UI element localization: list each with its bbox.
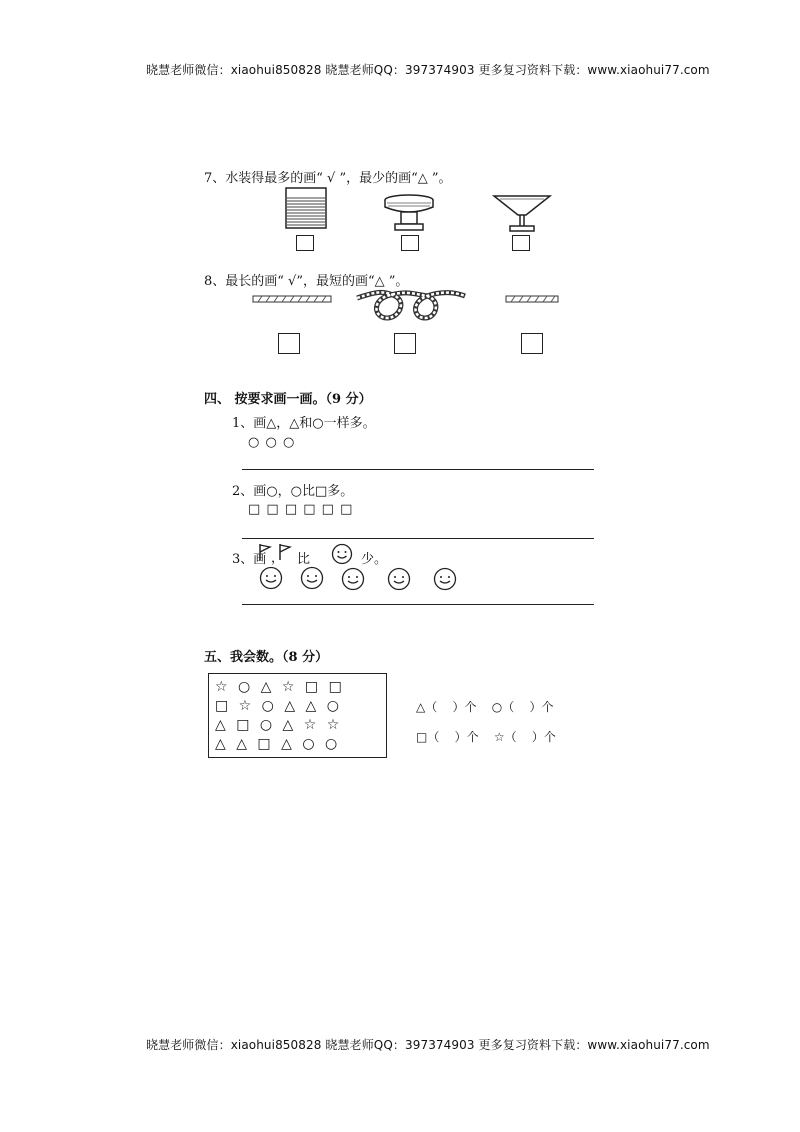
item-1-circles: ○ ○ ○ [248, 435, 296, 450]
answer-box-q8-3[interactable] [521, 333, 543, 354]
smiley-icon-row-1 [259, 566, 283, 590]
smiley-icon-row-2 [300, 566, 324, 590]
answer-line-3[interactable] [242, 604, 594, 605]
pedestal-cup-image [383, 193, 435, 233]
goblet-image [492, 193, 552, 233]
rope-image-1 [252, 294, 332, 304]
shape-grid-box [208, 673, 387, 758]
answer-box-q7-1[interactable] [296, 235, 314, 251]
item-3-comma: ， [271, 551, 285, 566]
section-4-item-1: 1、画△，△和○一样多。 [232, 416, 376, 431]
smiley-icon-row-4 [387, 567, 411, 591]
flag-icon [258, 543, 272, 561]
answer-line-2[interactable] [242, 538, 594, 539]
page-header: 晓慧老师微信：xiaohui850828 晓慧老师QQ：397374903 更多复习资料下载：www.xiaohui77.com [146, 63, 710, 77]
shape-grid-row: △ △ □ △ ○ ○ [215, 736, 341, 752]
item-3-bi: 比 [297, 552, 311, 567]
item-2-squares: □ □ □ □ □ □ [248, 502, 354, 517]
smiley-icon [331, 543, 353, 565]
count-row-2[interactable]: □（ ）个 ☆（ ）个 [416, 730, 556, 744]
item-3-shao: 少。 [361, 552, 388, 567]
shape-grid-row: □ ☆ ○ △ △ ○ [215, 698, 342, 714]
looped-rope-image [355, 288, 467, 324]
question-8: 8、最长的画“ √”，最短的画“△ ”。 [204, 274, 409, 289]
answer-line-1[interactable] [242, 469, 594, 470]
rope-image-3 [505, 294, 559, 304]
section-4-item-3-prefix: 3、画 [232, 552, 267, 567]
section-4-title: 四、 按要求画一画。（9 分） [204, 392, 372, 407]
tall-water-container-image [284, 186, 328, 230]
smiley-icon-row-3 [341, 567, 365, 591]
flag-icon-2 [278, 543, 292, 561]
section-5-title: 五、我会数。（8 分） [204, 650, 329, 665]
page-footer: 晓慧老师微信：xiaohui850828 晓慧老师QQ：397374903 更多复习资料下载：www.xiaohui77.com [146, 1038, 710, 1052]
section-4-item-2: 2、画○，○比□多。 [232, 484, 354, 499]
answer-box-q8-1[interactable] [278, 333, 300, 354]
shape-grid-row: ☆ ○ △ ☆ □ □ [215, 679, 345, 695]
question-7: 7、水装得最多的画“ √ ”，最少的画“△ ”。 [204, 171, 452, 186]
answer-box-q8-2[interactable] [394, 333, 416, 354]
shape-grid-row: △ □ ○ △ ☆ ☆ [215, 717, 343, 733]
answer-box-q7-3[interactable] [512, 235, 530, 251]
smiley-icon-row-5 [433, 567, 457, 591]
answer-box-q7-2[interactable] [401, 235, 419, 251]
count-row-1[interactable]: △（ ）个 ○（ ）个 [416, 700, 554, 714]
